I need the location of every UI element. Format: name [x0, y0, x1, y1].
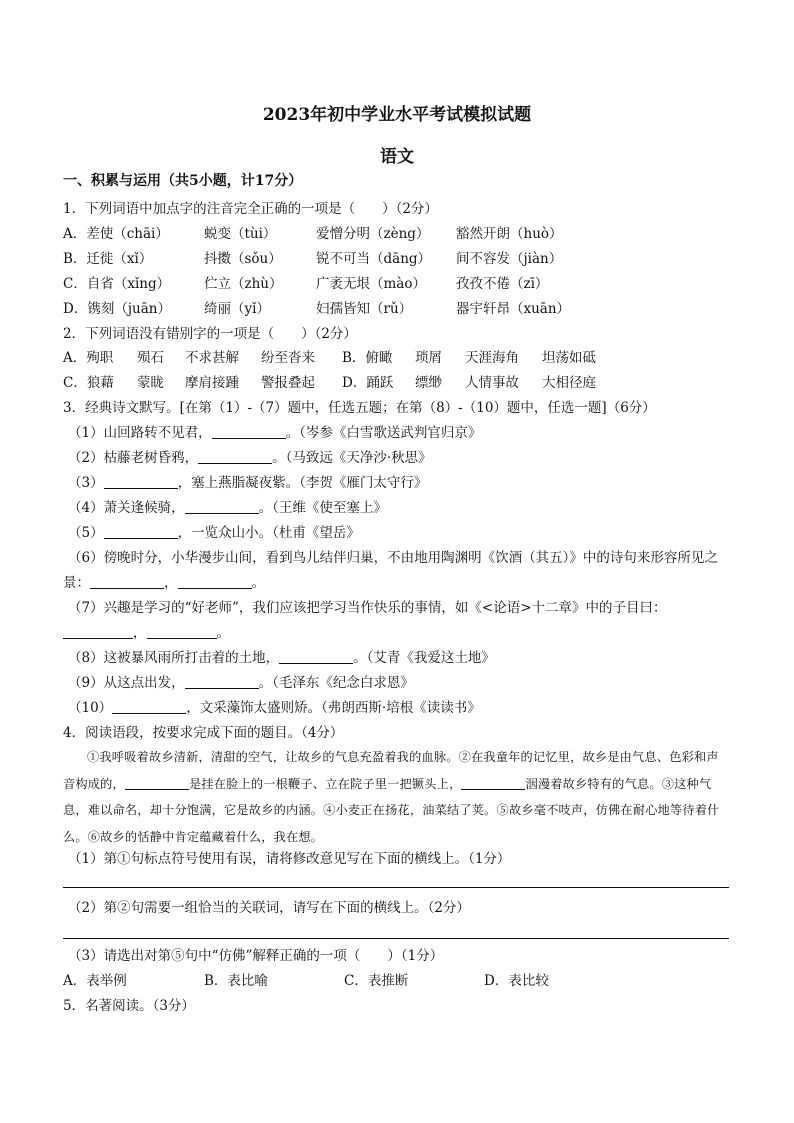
answer-blank[interactable] [279, 649, 353, 664]
q3-item-8 [68, 649, 495, 667]
q1-c-word3: 广袤无垠（mào） [316, 276, 426, 292]
q2-word: 大相径庭 [542, 375, 596, 391]
q3-text: （4）萧关逢候骑， [68, 500, 185, 516]
q3-text: ，塞上燕脂凝夜紫。（李贺《雁门太守行》 [177, 475, 428, 491]
section-heading: 一、积累与运用（共5小题，计17分） [63, 173, 303, 189]
q4-option-c: C．表推断 [344, 973, 409, 989]
answer-blank[interactable] [198, 449, 272, 464]
q1-a-word3: 爱憎分明（zèng） [316, 226, 430, 242]
q2-word: 琐屑 [415, 350, 442, 366]
passage-text: ①我呼吸着故乡清新，清甜的空气，让故乡的气息充盈着我的血脉。②在我童年的记忆里，故乡是由气息、色彩和声音构成的， [63, 750, 719, 791]
passage-text: 洇漫着故乡特有的气息。③这种气息，难以命名，却十分饱满，它是故乡的内涵。④小麦正在扬花，油菜结了荚。⑤故乡毫不吱声，仿佛在耐心地等待着什么。⑥故乡的恬静中肯定蕴藏着什么，我在想。 [63, 776, 720, 844]
q3-item-7-line1: （7）兴趣是学习的“好老师”，我们应该把学习当作快乐的事情，如《<论语>十二章》中的子目曰： [68, 600, 667, 616]
q2-row-ab [63, 349, 743, 367]
q1-option-c [63, 275, 743, 293]
q3-stem: 3．经典诗文默写。[在第（1）-（7）题中，任选五题；在第（8）-（10）题中，任选一题]（6分） [63, 400, 656, 416]
q3-item-6-line2 [63, 574, 265, 592]
answer-blank[interactable] [125, 775, 189, 790]
q1-d-word2: 绮丽（yǐ） [204, 301, 270, 317]
q1-option-d [63, 300, 743, 318]
q3-item-6-line1: （6）傍晚时分，小华漫步山间，看到鸟儿结伴归巢，不由地用陶渊明《饮酒（其五）》中的诗句来形容所见之 [68, 550, 718, 566]
q3-text: 。 [251, 575, 265, 591]
exam-title: 2023年初中学业水平考试模拟试题 [262, 105, 532, 125]
q1-stem: 1．下列词语中加点字的注音完全正确的一项是（ ）（2分） [63, 201, 438, 217]
answer-line-1[interactable] [63, 887, 729, 888]
q3-text: 。（岑参《白雪歌送武判官归京》 [285, 425, 482, 441]
subject-title: 语文 [380, 147, 414, 167]
q3-item-1 [68, 424, 481, 442]
q3-text: 。（艾青《我爱这土地》 [353, 650, 495, 666]
q3-text: ， [164, 575, 178, 591]
q2-word: A．殉职 [63, 350, 114, 366]
q4-option-b: B．表比喻 [204, 973, 268, 989]
q2-word: 天涯海角 [465, 350, 519, 366]
q3-text: ，一览众山小。（杜甫《望岳》 [177, 525, 360, 541]
q4-option-d: D．表比较 [484, 973, 549, 989]
q1-c-word1: C．自省（xǐng） [63, 276, 171, 292]
q2-word: B．俯瞰 [342, 350, 393, 366]
q2-word: D．踊跃 [342, 375, 394, 391]
q4-sub2: （2）第②句需要一组恰当的关联词，请写在下面的横线上。（2分） [68, 900, 470, 916]
answer-blank[interactable] [147, 624, 217, 639]
q3-item-4 [68, 499, 387, 517]
answer-blank[interactable] [90, 574, 164, 589]
q3-text: （2）枯藤老树昏鸦， [68, 450, 199, 466]
q2-row-cd [63, 374, 743, 392]
answer-line-2[interactable] [63, 938, 729, 939]
q3-text: ，文采藻饰太盛则矫。（弗朗西斯·培根《读读书》 [186, 700, 481, 716]
q3-text: ， [133, 625, 147, 641]
q2-word: 不求甚解 [185, 350, 239, 366]
q1-a-word4: 豁然开朗（huò） [456, 226, 563, 242]
q1-c-word2: 伫立（zhù） [204, 276, 283, 292]
q1-d-word4: 器宇轩昂（xuān） [456, 301, 571, 317]
q2-word: 殒石 [137, 350, 164, 366]
q1-b-word3: 锐不可当（dāng） [316, 251, 432, 267]
q4-passage [63, 744, 731, 850]
q1-a-word1: A．差使（chāi） [63, 226, 169, 242]
q3-text: （10） [68, 700, 113, 716]
q1-a-word2: 蜕变（tùi） [204, 226, 277, 242]
q1-d-word3: 妇孺皆知（rǔ） [316, 301, 413, 317]
q3-text: 。（王维《使至塞上》 [258, 500, 387, 516]
q3-text: 景： [63, 575, 90, 591]
q4-option-a: A．表举例 [63, 973, 127, 989]
passage-text: 是挂在脸上的一根鞭子、立在院子里一把镢头上， [188, 776, 462, 791]
q3-text: （3） [68, 475, 104, 491]
answer-blank[interactable] [112, 699, 186, 714]
q4-stem: 4．阅读语段，按要求完成下面的题目。（4分） [63, 725, 344, 741]
q1-option-b [63, 250, 743, 268]
q2-word: 人情事故 [465, 375, 519, 391]
q2-word: C．狼藉 [63, 375, 114, 391]
q1-option-a [63, 225, 743, 243]
q2-word: 纷至沓来 [261, 350, 315, 366]
q4-options [63, 972, 743, 990]
q2-word: 警报叠起 [261, 375, 315, 391]
answer-blank[interactable] [212, 424, 286, 439]
q1-b-word2: 抖擞（sǒu） [204, 251, 282, 267]
q3-text: （9）从这点出发， [68, 675, 185, 691]
q2-word: 坦荡如砥 [542, 350, 596, 366]
q3-text: （1）山回路转不见君， [68, 425, 212, 441]
q2-word: 蒙眬 [137, 375, 164, 391]
q1-d-word1: D．镌刻（juān） [63, 301, 171, 317]
q2-stem: 2．下列词语没有错别字的一项是（ ）（2分） [63, 326, 357, 342]
q3-text: 。（毛泽东《纪念白求恩》 [258, 675, 414, 691]
q3-item-10 [68, 699, 481, 717]
q3-item-2 [68, 449, 432, 467]
q3-item-9 [68, 674, 414, 692]
answer-blank[interactable] [461, 775, 525, 790]
answer-blank[interactable] [185, 499, 259, 514]
q3-item-3 [68, 474, 427, 492]
q1-b-word4: 间不容发（jiàn） [456, 251, 563, 267]
q5-stem: 5．名著阅读。（3分） [63, 998, 195, 1014]
q3-item-7-line2 [63, 624, 230, 642]
q4-sub3: （3）请选出对第⑤句中“仿佛”解释正确的一项（ ）（1分） [68, 948, 444, 964]
answer-blank[interactable] [185, 674, 259, 689]
q3-text: 。（马致远《天净沙·秋思》 [272, 450, 432, 466]
q2-word: 摩肩接踵 [185, 375, 239, 391]
answer-blank[interactable] [63, 624, 133, 639]
answer-blank[interactable] [104, 524, 178, 539]
q3-text: 。 [216, 625, 230, 641]
q3-item-5 [68, 524, 360, 542]
q2-word: 缥缈 [415, 375, 442, 391]
answer-blank[interactable] [178, 574, 252, 589]
q4-sub1: （1）第①句标点符号使用有误，请将修改意见写在下面的横线上。（1分） [68, 851, 511, 867]
answer-blank[interactable] [104, 474, 178, 489]
q3-text: （8）这被暴风雨所打击着的土地， [68, 650, 280, 666]
q3-text: （5） [68, 525, 104, 541]
q1-b-word1: B．迁徙（xǐ） [63, 251, 153, 267]
q1-c-word4: 孜孜不倦（zī） [456, 276, 549, 292]
